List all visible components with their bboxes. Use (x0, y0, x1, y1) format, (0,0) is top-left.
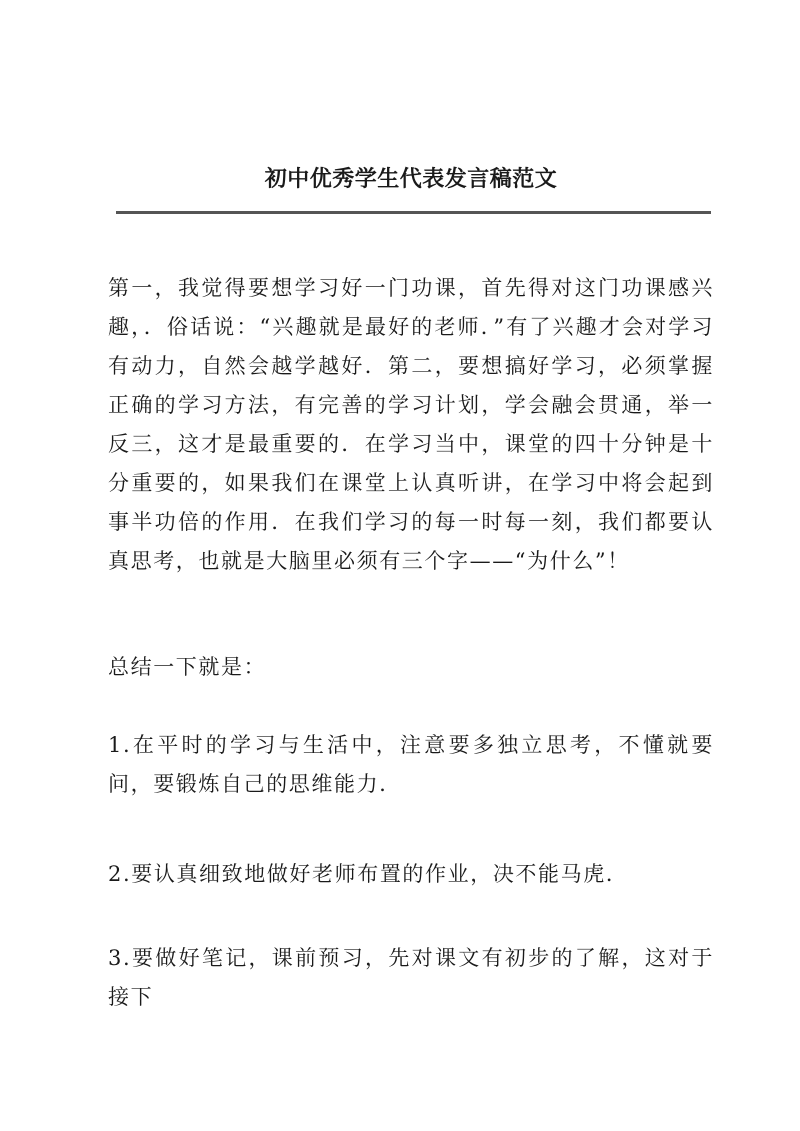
list-item-2: 2.要认真细致地做好老师布置的作业，决不能马虎． (108, 862, 629, 886)
intro-paragraph: 第一，我觉得要想学习好一门功课，首先得对这门功课感兴趣，．俗话说：“兴趣就是最好的老师．”有了兴趣才会对学习有动力，自然会越学越好．第二，要想搞好学习，必须掌握正确的学习方法，有完善的学习计划，学会融会贯通，举一反三，这才是最重要的．在学习当中，课堂的四十分钟是十分重要的，如果我们在课堂上认真听讲，在学习中将会起到事半功倍的作用．在我们学习的每一时每一刻，我们都要认真思考，也就是大脑里必须有三个字——“为什么”！ (108, 276, 714, 573)
summary-paragraph: 总结一下就是： (108, 655, 267, 679)
document-title: 初中优秀学生代表发言稿范文 (264, 166, 558, 192)
list-item-3: 3.要做好笔记，课前预习，先对课文有初步的了解，这对于接下 (108, 946, 714, 1009)
title-divider (116, 211, 711, 214)
list-item-1: 1.在平时的学习与生活中，注意要多独立思考，不懂就要问，要锻炼自己的思维能力． (108, 733, 714, 796)
